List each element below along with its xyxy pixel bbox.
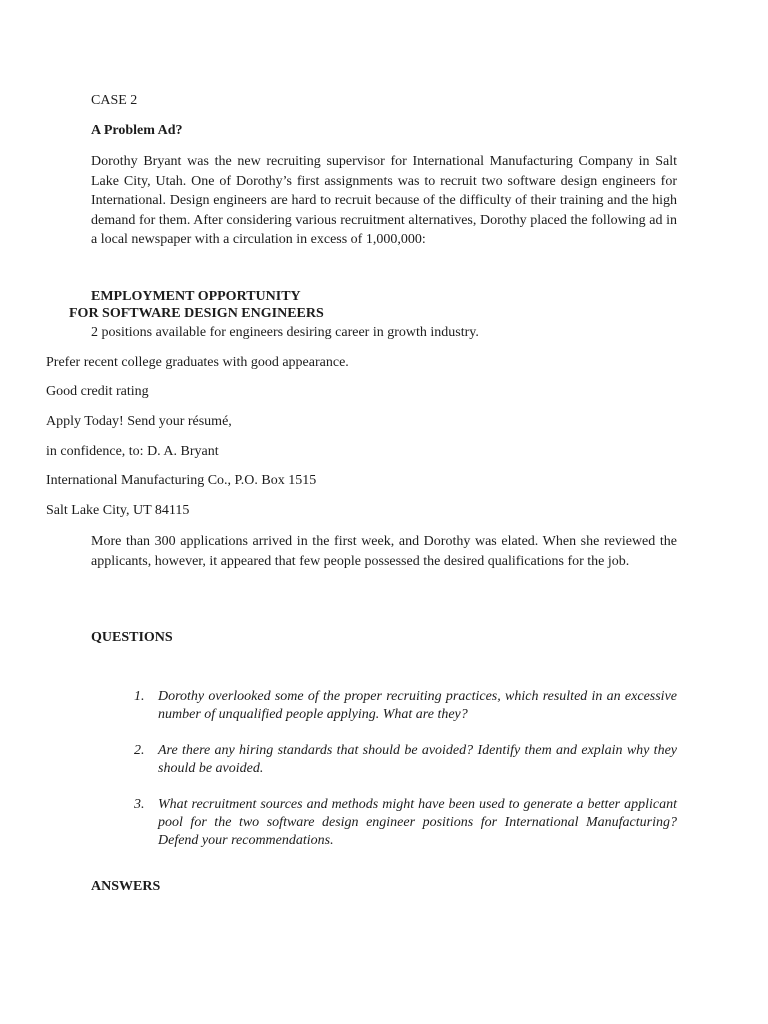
outcome-paragraph: More than 300 applications arrived in the first week, and Dorothy was elated. When she reviewed the applicants, however, it appeared that few people possessed the desired qualifications for the job. (91, 534, 677, 569)
question-number: 2. (134, 743, 145, 758)
ad-credit-line: Good credit rating (46, 384, 149, 399)
ad-prefer-line: Prefer recent college graduates with good appearance. (46, 355, 349, 370)
case-title: A Problem Ad? (91, 123, 183, 138)
question-item (134, 688, 677, 724)
questions-heading: QUESTIONS (91, 630, 173, 645)
case-label: CASE 2 (91, 93, 138, 108)
question-number: 1. (134, 689, 145, 704)
question-text: Are there any hiring standards that should be avoided? Identify them and explain why they should be avoided. (158, 743, 677, 776)
ad-heading-line2: FOR SOFTWARE DESIGN ENGINEERS (69, 306, 324, 321)
ad-city-line: Salt Lake City, UT 84115 (46, 503, 190, 518)
question-text: What recruitment sources and methods might have been used to generate a better applicant pool for the two software design engineer positions for International Manufacturing? Defend your recommendations. (158, 797, 677, 848)
question-number: 3. (134, 797, 145, 812)
ad-apply-line: Apply Today! Send your résumé, (46, 414, 232, 429)
ad-heading-line1: EMPLOYMENT OPPORTUNITY (91, 289, 301, 304)
intro-paragraph: Dorothy Bryant was the new recruiting supervisor for International Manufacturing Company in Salt Lake City, Utah. One of Dorothy’s first assignments was to recruit two software design engineers for International. Design engineers are hard to recruit because of the difficulty of their training and the high demand for them. After considering various recruitment alternatives, Dorothy placed the following ad in a local newspaper with a circulation in excess of 1,000,000: (91, 154, 677, 247)
ad-company-line: International Manufacturing Co., P.O. Box 1515 (46, 473, 317, 488)
ad-confidence-line: in confidence, to: D. A. Bryant (46, 444, 219, 459)
question-item (134, 742, 677, 778)
answers-heading: ANSWERS (91, 879, 161, 894)
question-text: Dorothy overlooked some of the proper recruiting practices, which resulted in an excessive number of unqualified people applying. What are they? (158, 689, 677, 722)
question-item (134, 796, 677, 850)
ad-positions-line: 2 positions available for engineers desiring career in growth industry. (91, 325, 479, 340)
